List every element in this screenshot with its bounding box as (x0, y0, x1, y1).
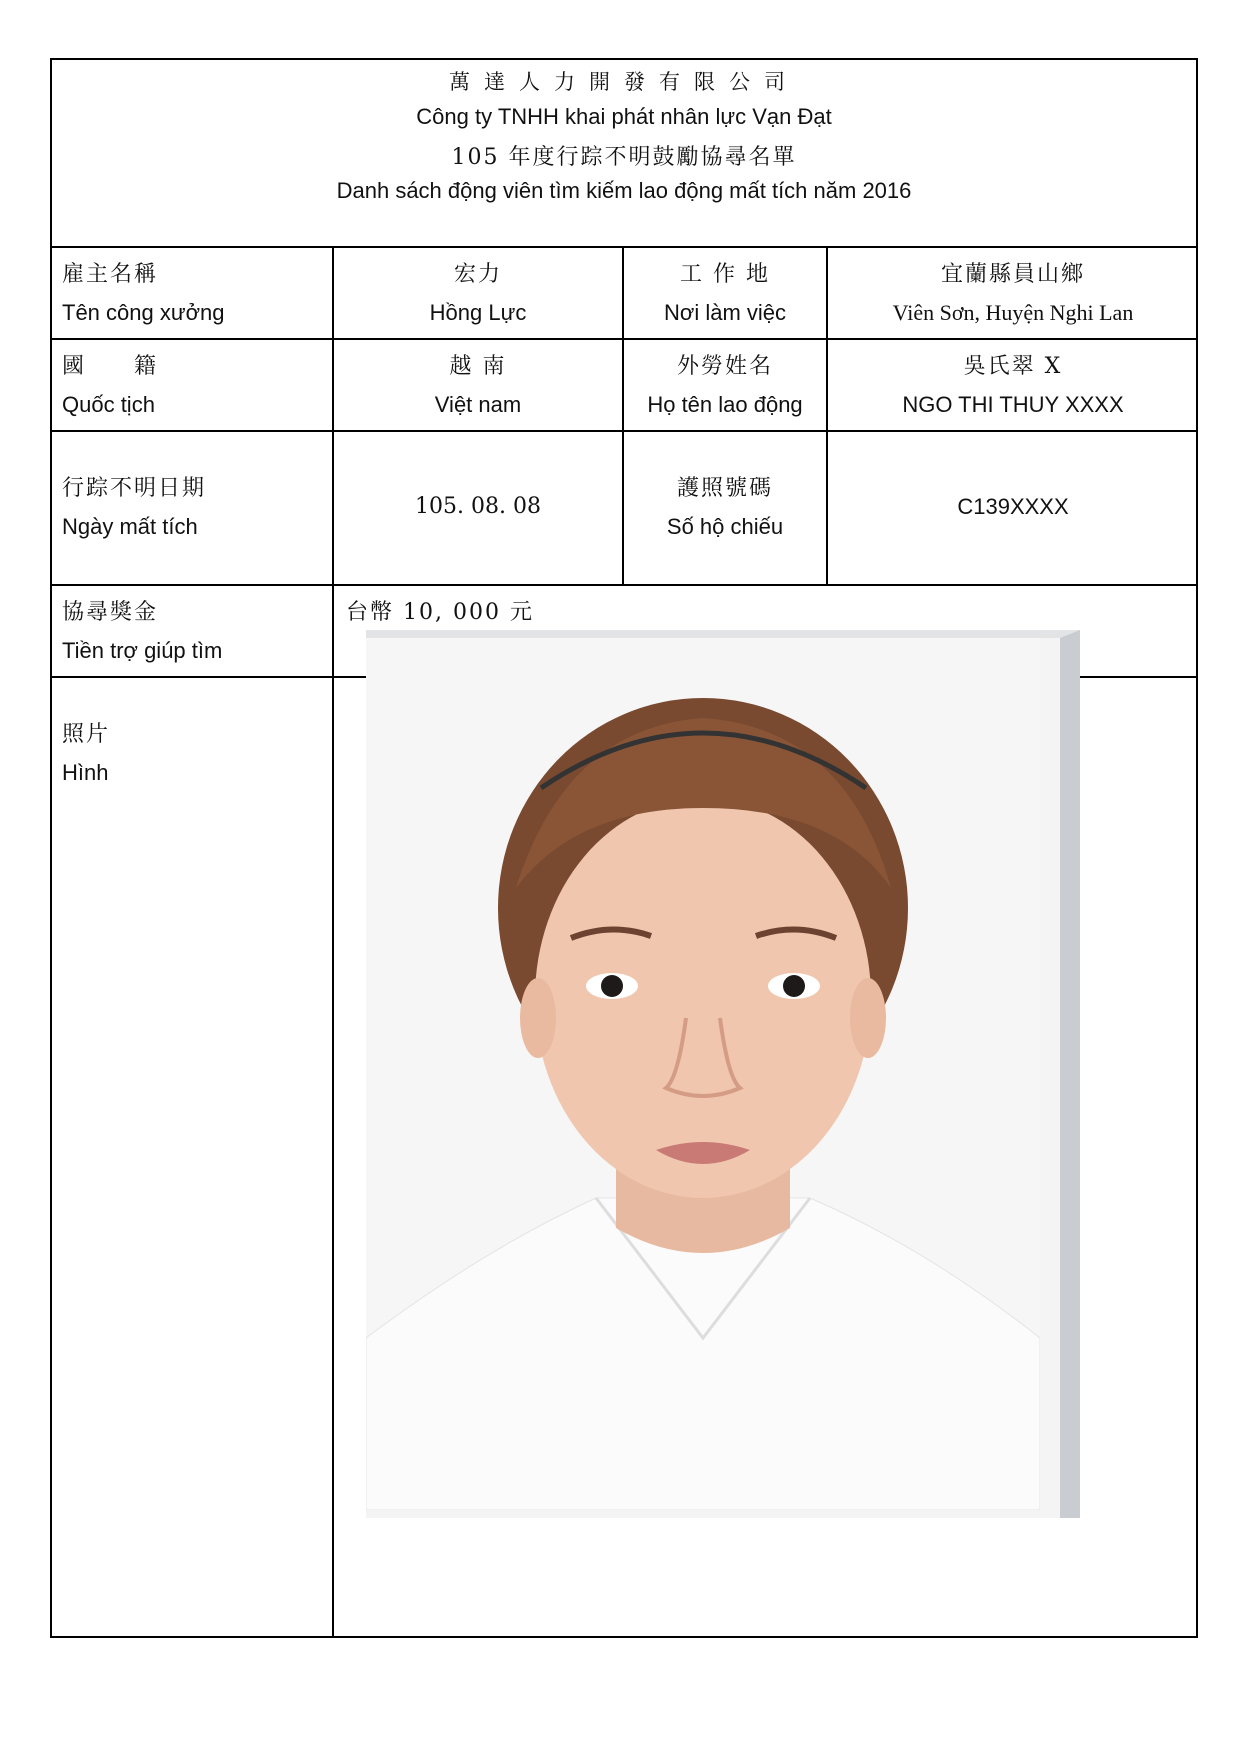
form-title-zh: 105 年度行踪不明鼓勵協尋名單 (451, 145, 797, 170)
row-divider (52, 584, 1196, 586)
missing-date-label: 行踪不明日期 Ngày mất tích (62, 476, 207, 539)
workplace-value: 宜蘭縣員山鄉 Viên Sơn, Huyện Nghi Lan (892, 262, 1134, 325)
workplace-label: 工 作 地 Nơi làm việc (664, 262, 786, 325)
row-divider (52, 338, 1196, 340)
missing-date-value: 105. 08. 08 (415, 494, 541, 519)
row-divider (52, 430, 1196, 432)
form-header (52, 60, 1196, 250)
portrait-image (366, 638, 1040, 1510)
passport-value: C139XXXX (957, 494, 1069, 519)
row-divider (52, 246, 1196, 248)
nationality-value: 越 南 Việt nam (434, 354, 522, 417)
company-name-zh: 萬達人力開發有限公司 (449, 70, 799, 94)
worker-photo (366, 630, 1080, 1518)
form-title-vi: Danh sách động viên tìm kiếm lao động mất tích năm 2016 (336, 178, 912, 203)
nationality-label: 國 籍 Quốc tịch (62, 354, 159, 417)
passport-label: 護照號碼 Số hộ chiếu (666, 476, 784, 539)
worker-name-value: 吳氏翠 X NGO THI THUY XXXX (902, 354, 1124, 417)
reward-label: 協尋獎金 Tiền trợ giúp tìm (62, 600, 223, 663)
worker-name-label: 外勞姓名 Họ tên lao động (647, 354, 803, 417)
reward-value: 台幣 10, 000 元 (346, 600, 534, 625)
photo-label: 照片 Hình (62, 722, 111, 785)
column-divider (332, 246, 334, 1638)
company-name-vi: Công ty TNHH khai phát nhân lực Vạn Đạt (416, 104, 832, 129)
employer-label: 雇主名稱 Tên công xưởng (62, 262, 225, 325)
employer-value: 宏力 Hồng Lực (429, 262, 527, 325)
